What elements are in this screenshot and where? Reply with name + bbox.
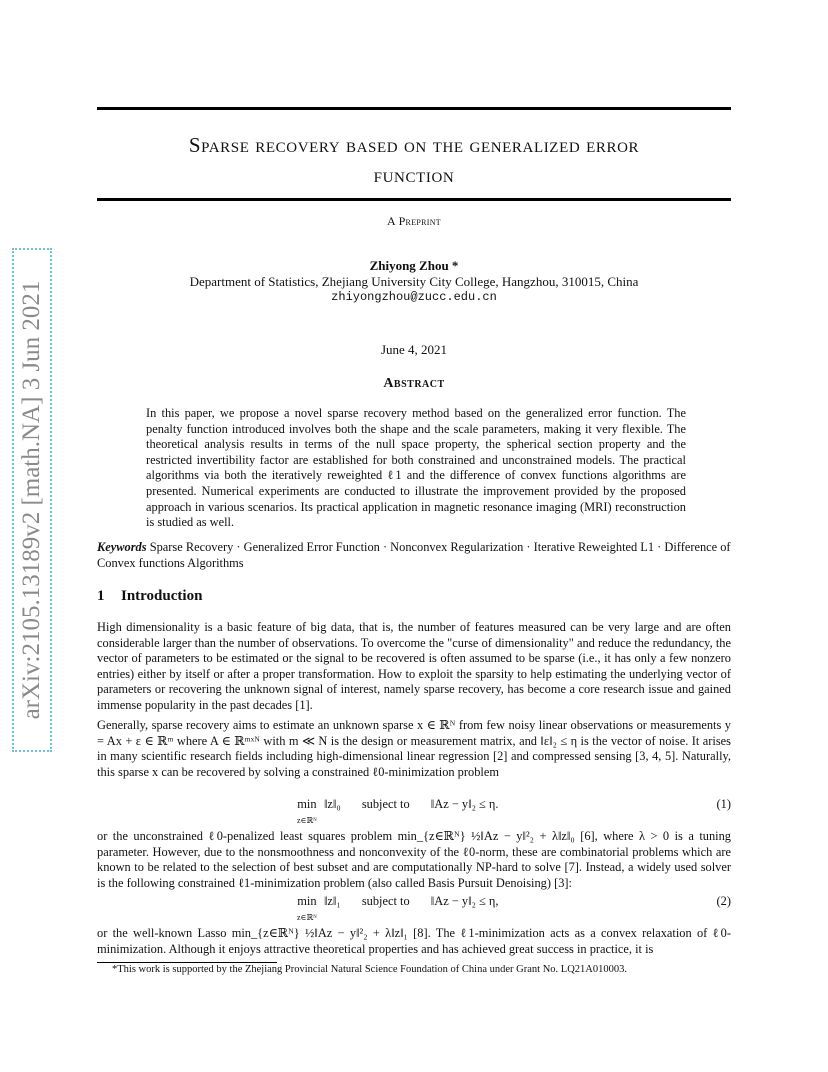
intro-paragraph-1: High dimensionality is a basic feature of big data, that is, the number of features measured can be very large and are often considerable larger than the number of observations. To overcome the "curse of dimensionality" and reduce the redundancy, the vector of parameters to be estimated or the signal to be recovered is often assumed to be sparse (i.e., it has only a few nonzero entries) either by itself or after a proper transformation. How to exploit the sparsity to help estimating the underlying vector of parameters or recovering the unknown signal of interest, namely sparse recovery, has become a core research issue and gained immense popularity in the past decades [1].: [97, 620, 731, 712]
eq2-min: min: [297, 894, 317, 908]
title-line-2: function: [373, 163, 455, 187]
keywords: [97, 540, 731, 571]
arxiv-id: arXiv:2105.13189v2 [math.NA] 3 Jun 2021: [18, 280, 45, 720]
eq2-constraint: ‖Az − y‖₂ ≤ η,: [430, 894, 499, 908]
footnote: *This work is supported by the Zhejiang Provincial Natural Science Foundation of China under Grant No. LQ21A010003.: [112, 964, 627, 975]
abstract-heading: Abstract: [383, 376, 445, 391]
intro-paragraph-3: or the unconstrained ℓ0-penalized least squares problem min_{z∈ℝᴺ} ½‖Az − y‖²₂ + λ‖z‖₀ [6], where λ > 0 is a tuning parameter. However, due to the nonsmoothness and nonconvexity of the ℓ0-norm, these are combinatorial problems which are known to be related to the selection of best subset and are computationally NP-hard to solve [7]. Instead, a widely used solver is the following constrained ℓ1-minimization problem (also called Basis Pursuit Denoising) [3]:: [97, 829, 731, 890]
eq1-sub: z∈ℝᴺ: [297, 816, 317, 825]
paper-date: June 4, 2021: [380, 342, 448, 357]
paper-title: [97, 130, 731, 190]
section-number: 1: [97, 588, 105, 604]
section-heading: [97, 588, 202, 605]
equation-1-number: (1): [716, 797, 731, 811]
keywords-text: Sparse Recovery · Generalized Error Function · Nonconvex Regularization · Iterative Reweighted L1 · Difference of Convex functions Algorithms: [97, 540, 731, 570]
keywords-label: Keywords: [97, 540, 147, 554]
equation-1-body: [297, 797, 498, 827]
eq1-min: min: [297, 797, 317, 811]
title-line-1: Sparse recovery based on the generalized error: [188, 133, 640, 157]
author-name: Zhiyong Zhou *: [369, 258, 459, 273]
author-email[interactable]: zhiyongzhou@zucc.edu.cn: [331, 290, 497, 304]
arxiv-stamp: [12, 248, 52, 752]
preprint-label: A Preprint: [386, 214, 441, 228]
equation-2-number: (2): [716, 894, 731, 908]
abstract-text: In this paper, we propose a novel sparse recovery method based on the generalized error function. The penalty function introduced involves both the shape and the scale parameters, making it very flexible. The theoretical analysis results in terms of the null space property, the spherical section property and the restricted invertibility factor are established for both constrained and unconstrained models. The practical algorithms via both the iteratively reweighted ℓ1 and the difference of convex functions algorithms are presented. Numerical experiments are conducted to illustrate the improvement provided by the proposed approach in various scenarios. Its practical application in magnetic resonance imaging (MRI) reconstruction is studied as well.: [146, 406, 686, 530]
section-title: Introduction: [121, 588, 203, 604]
eq1-objective: ‖z‖₀: [323, 797, 341, 811]
eq2-subject-to: subject to: [361, 894, 410, 908]
eq2-sub: z∈ℝᴺ: [297, 913, 317, 922]
footnote-rule: [97, 962, 277, 963]
title-bottom-rule: [97, 198, 731, 201]
intro-paragraph-4: or the well-known Lasso min_{z∈ℝᴺ} ½‖Az − y‖²₂ + λ‖z‖₁ [8]. The ℓ1-minimization acts as a convex relaxation of ℓ0-minimization. Although it enjoys attractive theoretical properties and has achieved great success in practice, it is: [97, 926, 731, 956]
intro-paragraph-2: Generally, sparse recovery aims to estimate an unknown sparse x ∈ ℝᴺ from few noisy linear observations or measurements y = Ax + ε ∈ ℝᵐ where A ∈ ℝᵐˣᴺ with m ≪ N is the design or measurement matrix, and ‖ε‖₂ ≤ η is the vector of noise. It arises in many scientific research fields including high-dimensional linear regression [2] and compressed sensing [3, 4, 5]. Naturally, this sparse x can be recovered by solving a constrained ℓ0-minimization problem: [97, 718, 731, 779]
eq1-subject-to: subject to: [361, 797, 410, 811]
eq2-objective: ‖z‖₁: [323, 894, 341, 908]
eq1-constraint: ‖Az − y‖₂ ≤ η.: [430, 797, 499, 811]
top-rule: [97, 107, 731, 110]
equation-2-body: [297, 894, 498, 924]
author-affiliation: Department of Statistics, Zhejiang University City College, Hangzhou, 310015, China: [189, 274, 639, 289]
